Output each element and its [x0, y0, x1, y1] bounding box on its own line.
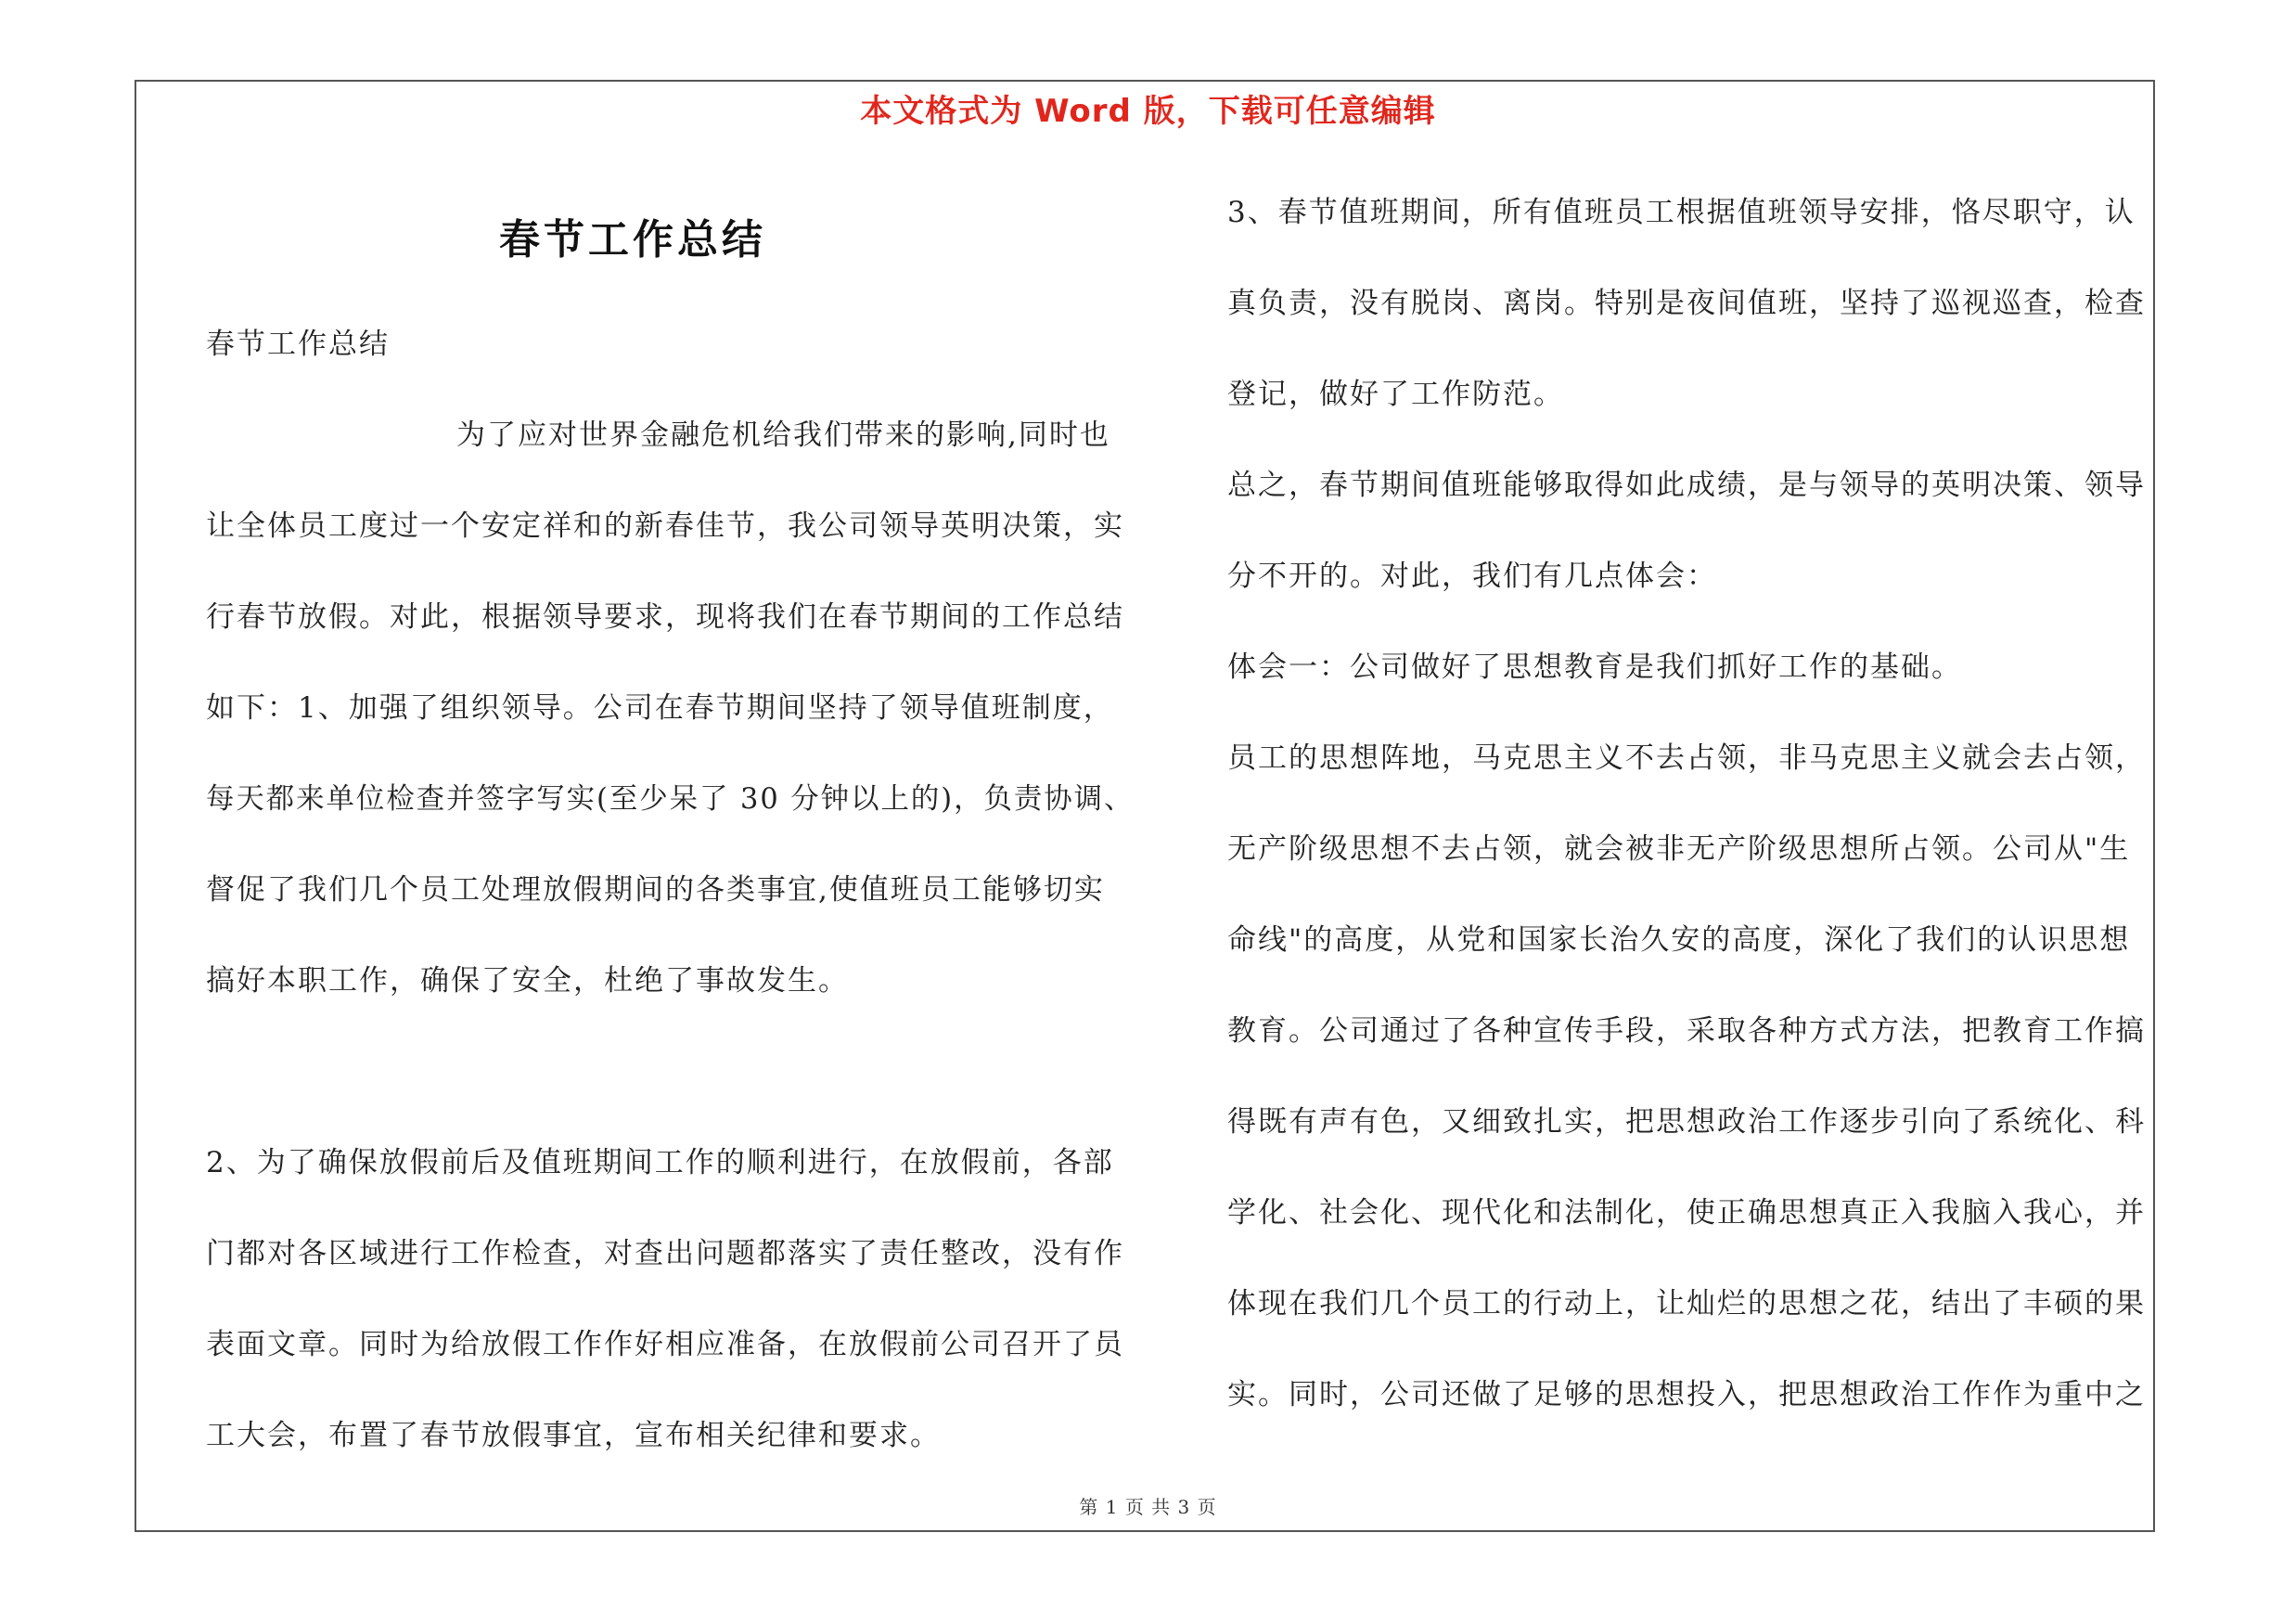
paragraph-line: 登记，做好了工作防范。 — [1227, 378, 1564, 411]
format-banner: 本文格式为 Word 版，下载可任意编辑 — [860, 93, 1436, 130]
paragraph-line: 每天都来单位检查并签字写实(至少呆了 30 分钟以上的)，负责协调、 — [206, 782, 1135, 816]
paragraph-line: 工大会，布置了春节放假事宜，宣布相关纪律和要求。 — [206, 1419, 941, 1452]
paragraph-line: 为了应对世界金融危机给我们带来的影响,同时也 — [456, 419, 1110, 452]
document-title: 春节工作总结 — [499, 216, 766, 264]
paragraph-line: 得既有声有色，又细致扎实，把思想政治工作逐步引向了系统化、科 — [1227, 1105, 2146, 1139]
paragraph-line: 体会一：公司做好了思想教育是我们抓好工作的基础。 — [1227, 650, 1962, 684]
paragraph-line: 总之，春节期间值班能够取得如此成绩，是与领导的英明决策、领导 — [1227, 469, 2146, 502]
paragraph-line: 命线"的高度，从党和国家长治久安的高度，深化了我们的认识思想 — [1227, 923, 2131, 957]
paragraph-line: 表面文章。同时为给放假工作作好相应准备，在放假前公司召开了员 — [206, 1328, 1124, 1361]
subtitle-line: 春节工作总结 — [206, 328, 390, 361]
paragraph-line: 3、春节值班期间，所有值班员工根据值班领导安排，恪尽职守，认 — [1227, 196, 2136, 229]
paragraph-line: 学化、社会化、现代化和法制化，使正确思想真正入我脑入我心，并 — [1227, 1196, 2146, 1230]
paragraph-line: 搞好本职工作，确保了安全，杜绝了事故发生。 — [206, 964, 849, 998]
paragraph-line: 督促了我们几个员工处理放假期间的各类事宜,使值班员工能够切实 — [206, 873, 1105, 907]
paragraph-line: 让全体员工度过一个安定祥和的新春佳节，我公司领导英明决策，实 — [206, 509, 1124, 543]
paragraph-line: 教育。公司通过了各种宣传手段，采取各种方式方法，把教育工作搞 — [1227, 1014, 2146, 1048]
paragraph-line: 实。同时，公司还做了足够的思想投入，把思想政治工作作为重中之 — [1227, 1378, 2146, 1411]
paragraph-line: 门都对各区域进行工作检查，对查出问题都落实了责任整改，没有作 — [206, 1237, 1124, 1270]
paragraph-line: 体现在我们几个员工的行动上，让灿烂的思想之花，结出了丰硕的果 — [1227, 1287, 2146, 1320]
paragraph-line: 2、为了确保放假前后及值班期间工作的顺利进行，在放假前，各部 — [206, 1146, 1114, 1179]
paragraph-line: 行春节放假。对此，根据领导要求，现将我们在春节期间的工作总结 — [206, 600, 1124, 634]
paragraph-line: 真负责，没有脱岗、离岗。特别是夜间值班，坚持了巡视巡查，检查 — [1227, 287, 2146, 320]
paragraph-line: 员工的思想阵地，马克思主义不去占领，非马克思主义就会去占领， — [1227, 741, 2146, 775]
paragraph-line: 无产阶级思想不去占领，就会被非无产阶级思想所占领。公司从"生 — [1227, 832, 2131, 866]
paragraph-line: 分不开的。对此，我们有几点体会： — [1227, 560, 1717, 593]
paragraph-line: 如下：1、加强了组织领导。公司在春节期间坚持了领导值班制度， — [206, 691, 1114, 725]
page-number-footer: 第 1 页 共 3 页 — [1079, 1496, 1217, 1518]
